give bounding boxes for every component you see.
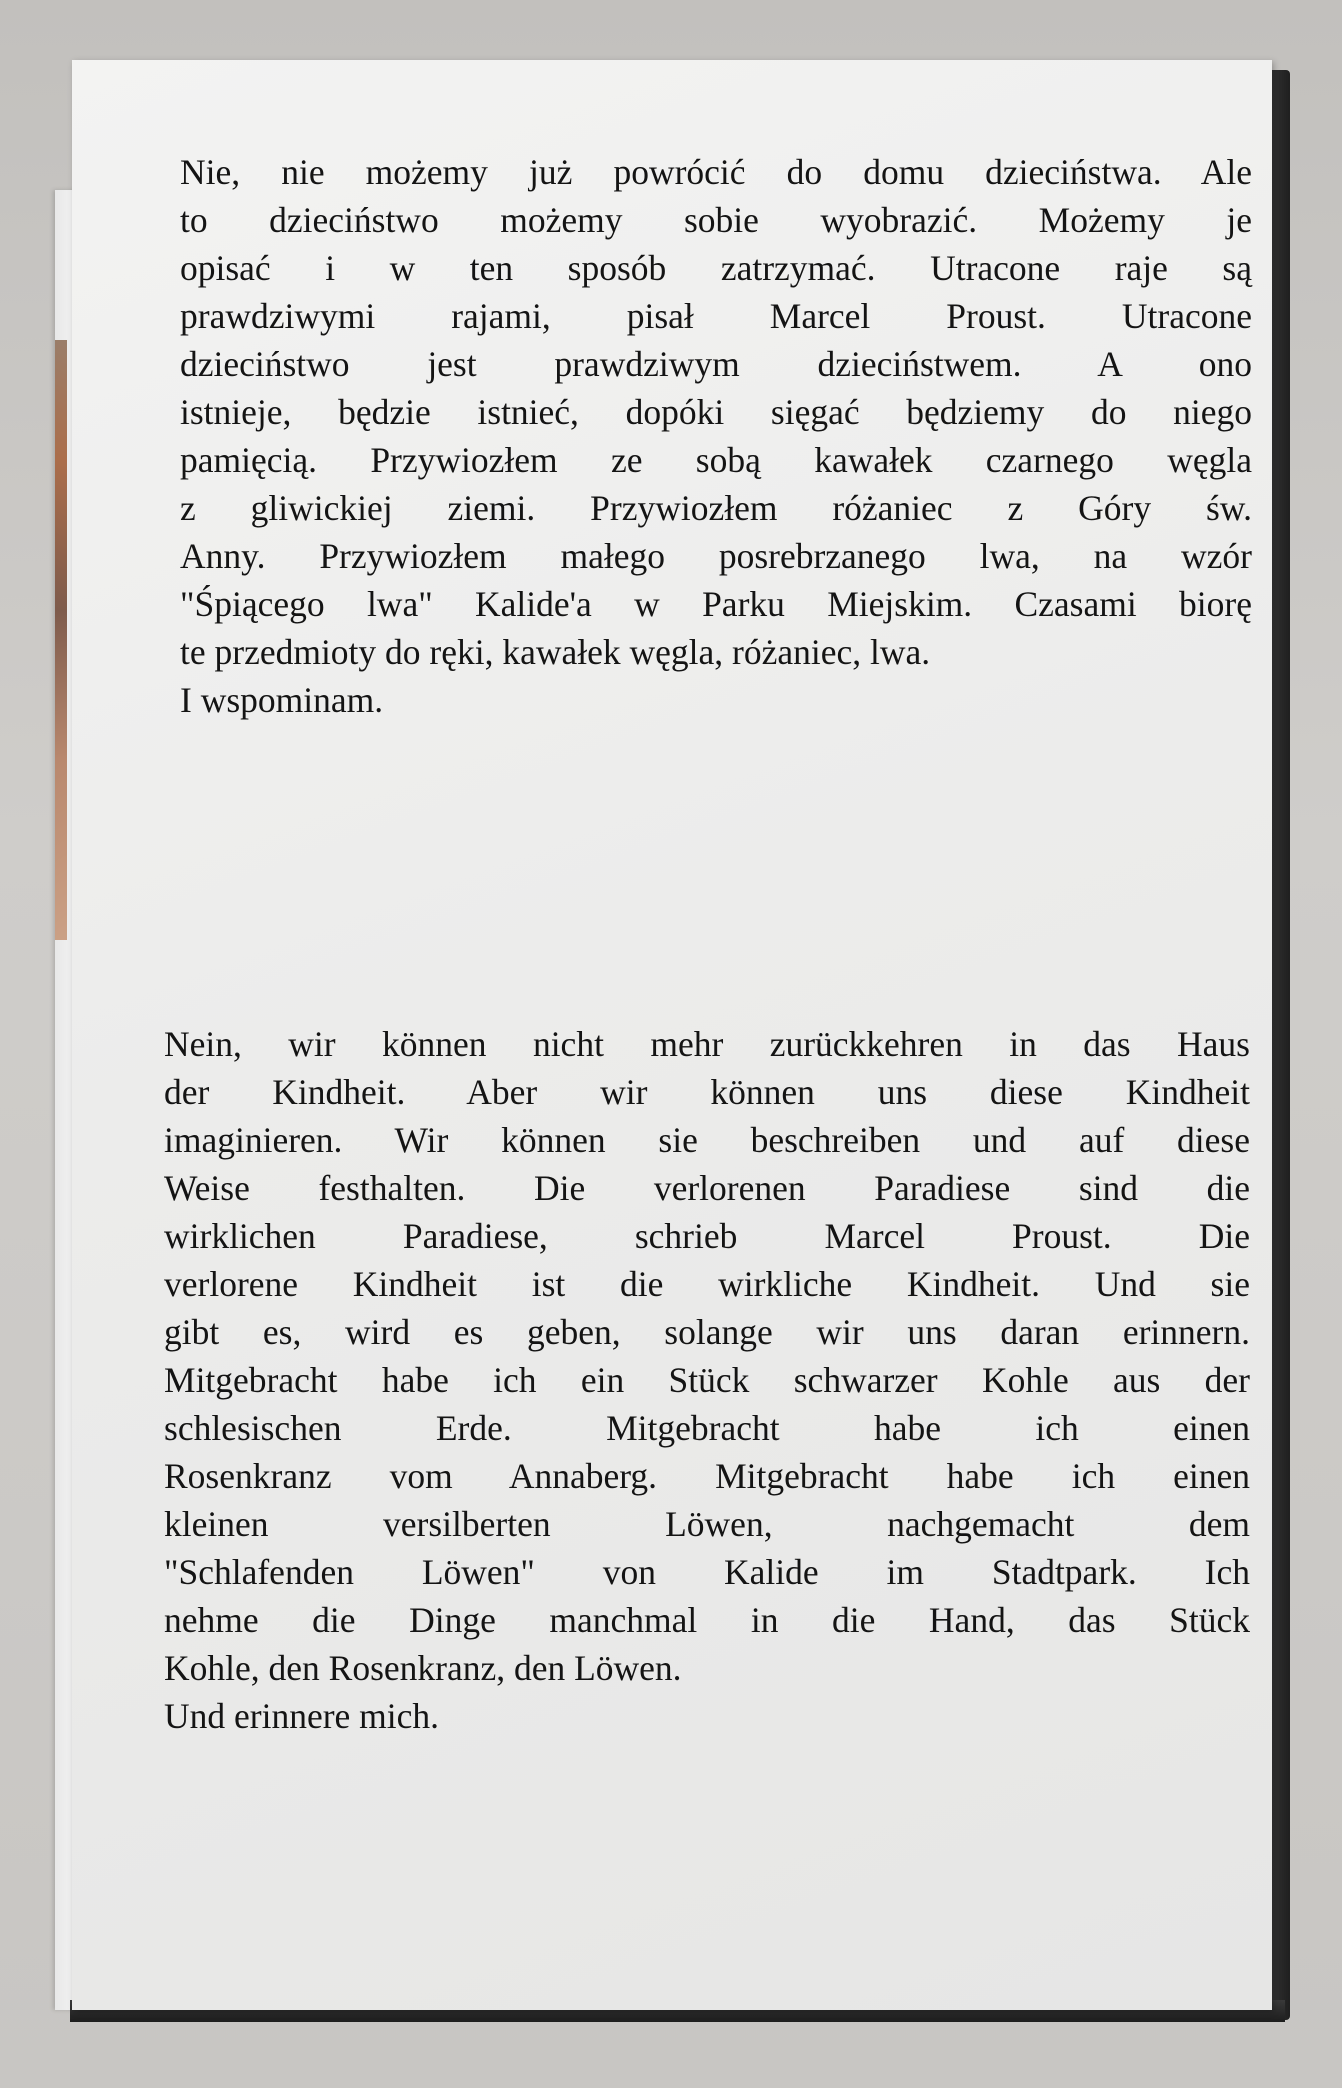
text-line: wirklichen Paradiese, schrieb Marcel Proust. Die <box>164 1216 1250 1256</box>
text-line: Kohle, den Rosenkranz, den Löwen. <box>164 1648 682 1688</box>
text-line: I wspominam. <box>180 680 384 720</box>
text-line: Nein, wir können nicht mehr zurückkehren in das Haus <box>164 1024 1250 1064</box>
text-line: Anny. Przywiozłem małego posrebrzanego lwa, na wzór <box>180 536 1252 576</box>
book-page <box>72 60 1272 2010</box>
book-cover-edge-art <box>55 340 67 940</box>
text-line: to dzieciństwo możemy sobie wyobrazić. Możemy je <box>180 200 1252 240</box>
text-line: nehme die Dinge manchmal in die Hand, das Stück <box>164 1600 1250 1640</box>
text-line: "Schlafenden Löwen" von Kalide im Stadtpark. Ich <box>164 1552 1250 1592</box>
text-line: gibt es, wird es geben, solange wir uns daran erinnern. <box>164 1312 1250 1352</box>
text-line: Rosenkranz vom Annaberg. Mitgebracht habe ich einen <box>164 1456 1250 1496</box>
text-line: kleinen versilberten Löwen, nachgemacht dem <box>164 1504 1250 1544</box>
text-line: opisać i w ten sposób zatrzymać. Utracone raje są <box>180 248 1252 288</box>
text-line: dzieciństwo jest prawdziwym dzieciństwem. A ono <box>180 344 1252 384</box>
text-line: verlorene Kindheit ist die wirkliche Kindheit. Und sie <box>164 1264 1250 1304</box>
text-line: Mitgebracht habe ich ein Stück schwarzer Kohle aus der <box>164 1360 1250 1400</box>
text-line: istnieje, będzie istnieć, dopóki sięgać będziemy do niego <box>180 392 1252 432</box>
text-line: Weise festhalten. Die verlorenen Paradiese sind die <box>164 1168 1250 1208</box>
text-line: "Śpiącego lwa" Kalide'a w Parku Miejskim. Czasami biorę <box>180 584 1252 624</box>
text-line: z gliwickiej ziemi. Przywiozłem różaniec z Góry św. <box>180 488 1252 528</box>
text-line: imaginieren. Wir können sie beschreiben und auf diese <box>164 1120 1250 1160</box>
text-line: Nie, nie możemy już powrócić do domu dzieciństwa. Ale <box>180 152 1252 192</box>
text-line: te przedmioty do ręki, kawałek węgla, różaniec, lwa. <box>180 632 931 672</box>
text-line: prawdziwymi rajami, pisał Marcel Proust. Utracone <box>180 296 1252 336</box>
german-paragraph <box>164 1020 1250 1740</box>
text-line: pamięcią. Przywiozłem ze sobą kawałek czarnego węgla <box>180 440 1252 480</box>
text-line: der Kindheit. Aber wir können uns diese Kindheit <box>164 1072 1250 1112</box>
text-line: Und erinnere mich. <box>164 1696 440 1736</box>
polish-paragraph <box>180 148 1252 724</box>
text-line: schlesischen Erde. Mitgebracht habe ich einen <box>164 1408 1250 1448</box>
